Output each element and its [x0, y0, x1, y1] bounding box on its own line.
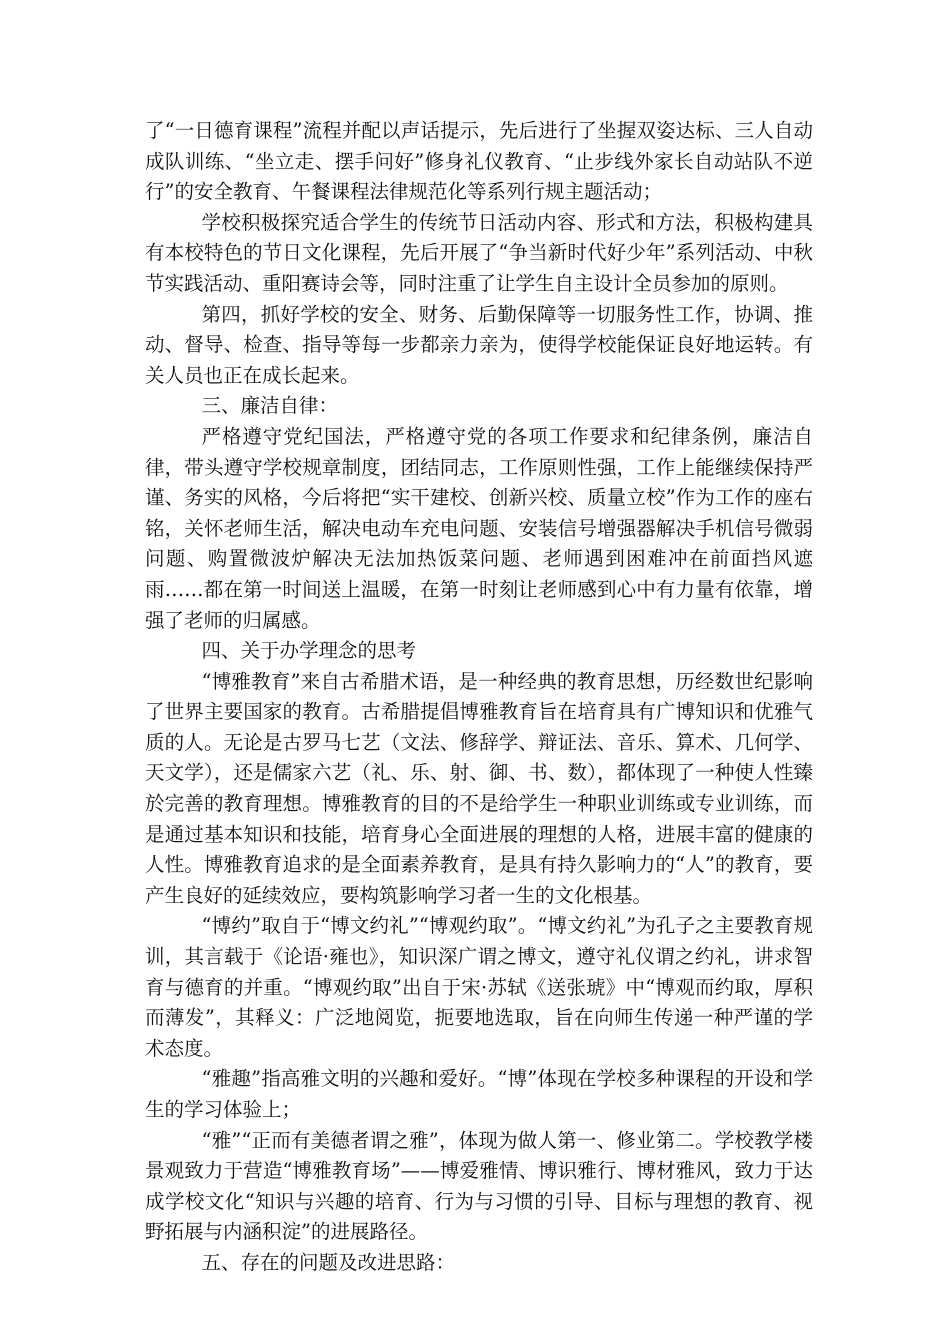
paragraph-8: “雅”“正而有美德者谓之雅”，体现为做人第一、修业第二。学校教学楼景观致力于营造“博雅教育场”——博爱雅情、博识雅行、博材雅风，致力于达成学校文化“知识与兴趣的培育、行为与习惯的引导、目标与理想的教育、视野拓展与内涵积淀”的进展路径。	[145, 1128, 813, 1244]
paragraph-2: 学校积极探究适合学生的传统节日活动内容、形式和方法，积极构建具有本校特色的节日文化课程，先后开展了“争当新时代好少年”系列活动、中秋节实践活动、重阳赛诗会等，同时注重了让学生自主设计全员参加的原则。	[145, 210, 813, 295]
paragraph-3: 第四，抓好学校的安全、财务、后勤保障等一切服务性工作，协调、推动、督导、检查、指导等每一步都亲力亲为，使得学校能保证良好地运转。有关人员也正在成长起来。	[145, 302, 813, 387]
paragraph-7: “雅趣”指高雅文明的兴趣和爱好。“博”体现在学校多种课程的开设和学生的学习体验上；	[145, 1067, 813, 1121]
paragraph-4: 严格遵守党纪国法，严格遵守党的各项工作要求和纪律条例，廉洁自律，带头遵守学校规章制度，团结同志，工作原则性强，工作上能继续保持严谨、务实的风格，今后将把“实干建校、创新兴校、质量立校”作为工作的座右铭，关怀老师生活，解决电动车充电问题、安装信号增强器解决手机信号微弱问题、购置微波炉解决无法加热饭菜问题、老师遇到困难冲在前面挡风遮雨……都在第一时间送上温暖，在第一时刻让老师感到心中有力量有依靠，增强了老师的归属感。	[145, 424, 813, 632]
section-heading-4: 四、关于办学理念的思考	[201, 639, 417, 663]
section-heading-3: 三、廉洁自律：	[201, 394, 339, 418]
section-heading-5: 五、存在的问题及改进思路：	[201, 1250, 456, 1274]
paragraph-5: “博雅教育”来自古希腊术语，是一种经典的教育思想，历经数世纪影响了世界主要国家的教育。古希腊提倡博雅教育旨在培育具有广博知识和优雅气质的人。无论是古罗马七艺（文法、修辞学、辩证法、音乐、算术、几何学、天文学），还是儒家六艺（礼、乐、射、御、书、数），都体现了一种使人性臻於完善的教育理想。博雅教育的目的不是给学生一种职业训练或专业训练，而是通过基本知识和技能，培育身心全面进展的理想的人格，进展丰富的健康的人性。博雅教育追求的是全面素养教育，是具有持久影响力的“人”的教育，要产生良好的延续效应，要构筑影响学习者一生的文化根基。	[145, 669, 813, 907]
paragraph-6: “博约”取自于“博文约礼”“博观约取”。“博文约礼”为孔子之主要教育规训，其言载于《论语·雍也》，知识深广谓之博文，遵守礼仪谓之约礼，讲求智育与德育的并重。“博观约取”出自于宋·苏轼《送张琥》中“博观而约取，厚积而薄发”，其释义：广泛地阅览，扼要地选取，旨在向师生传递一种严谨的学术态度。	[145, 914, 813, 1060]
document-body	[145, 116, 813, 1279]
paragraph-1: 了“一日德育课程”流程并配以声话提示，先后进行了坐握双姿达标、三人自动成队训练、“坐立走、摆手问好”修身礼仪教育、“止步线外家长自动站队不逆行”的安全教育、午餐课程法律规范化等系列行规主题活动；	[145, 119, 813, 204]
